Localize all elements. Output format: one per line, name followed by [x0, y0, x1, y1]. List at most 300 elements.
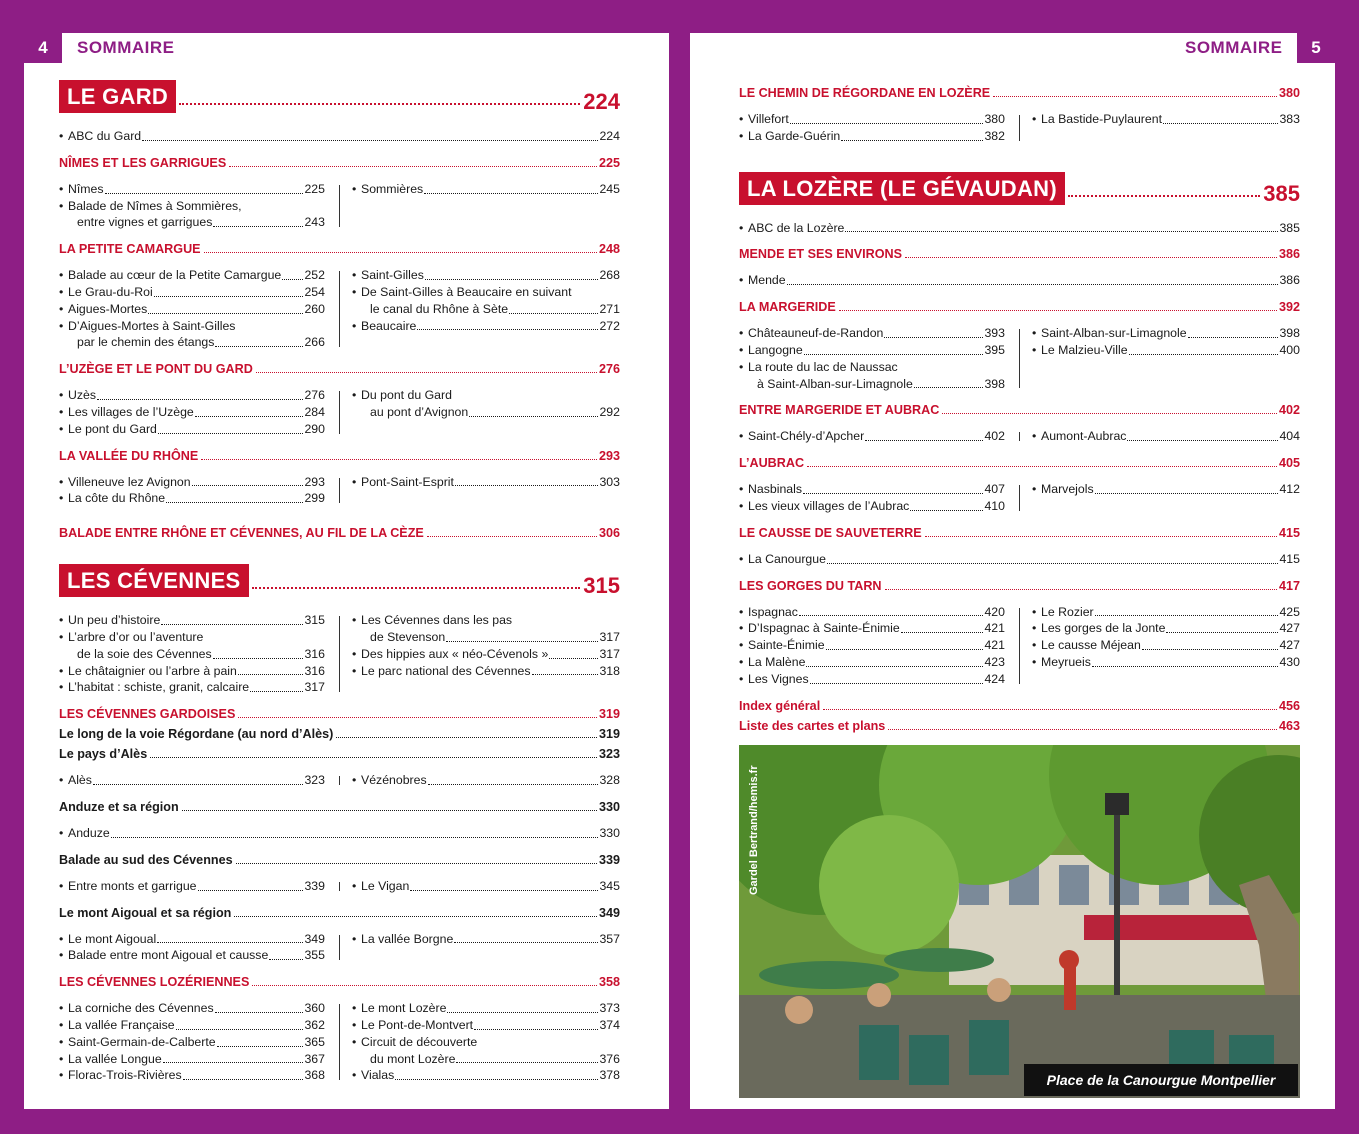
dot-leader	[176, 1029, 304, 1030]
subsection-page: 319	[598, 727, 620, 742]
toc-item[interactable]	[352, 772, 620, 789]
toc-item-page: 425	[1279, 604, 1300, 619]
dot-leader	[395, 1079, 598, 1080]
dot-leader	[93, 784, 304, 785]
toc-item[interactable]	[1032, 620, 1300, 637]
toc-item-title: Nasbinals	[748, 482, 802, 497]
toc-item[interactable]	[59, 128, 620, 145]
bullet: •	[739, 273, 744, 288]
toc-item-title: du mont Lozère	[370, 1051, 456, 1066]
bullet: •	[59, 181, 64, 196]
toc-item-page: 303	[599, 474, 620, 489]
toc-item[interactable]	[59, 679, 325, 696]
subsection-heading[interactable]	[59, 800, 620, 814]
toc-item-page: 421	[984, 638, 1005, 653]
bullet: •	[739, 671, 744, 686]
toc-item-title: Mende	[748, 273, 786, 288]
subsection-heading[interactable]	[59, 727, 620, 741]
section-title: BALADE ENTRE RHÔNE ET CÉVENNES, AU FIL DE LA CÈZE	[59, 526, 424, 541]
toc-item[interactable]	[352, 404, 620, 421]
column-divider	[1019, 432, 1020, 441]
toc-item[interactable]	[59, 198, 325, 215]
toc-item-title: Florac-Trois-Rivières	[68, 1068, 182, 1083]
dot-leader	[150, 757, 597, 758]
toc-list-column-2	[352, 878, 620, 895]
toc-item[interactable]	[59, 334, 325, 351]
toc-item-page: 427	[1279, 621, 1300, 636]
toc-list-column-2	[352, 267, 620, 351]
dot-leader	[884, 337, 983, 338]
toc-item[interactable]	[59, 646, 325, 663]
section-page: 248	[598, 242, 620, 257]
toc-item-page: 407	[984, 482, 1005, 497]
toc-item-title: Un peu d’histoire	[68, 613, 161, 628]
dot-leader	[427, 536, 597, 537]
toc-item[interactable]	[1032, 342, 1300, 359]
toc-item[interactable]	[59, 772, 325, 789]
toc-item-page: 423	[984, 654, 1005, 669]
bullet: •	[59, 948, 64, 963]
toc-item[interactable]	[352, 931, 620, 948]
bullet: •	[59, 1068, 64, 1083]
toc-item[interactable]	[352, 181, 620, 198]
toc-item-page: 402	[984, 429, 1005, 444]
subsection-page: 349	[598, 905, 620, 920]
column-divider	[1019, 115, 1020, 141]
toc-item-title: Les villages de l’Uzège	[68, 404, 194, 419]
toc-item[interactable]	[59, 1051, 325, 1068]
toc-list-column-1	[739, 325, 1005, 392]
dot-leader	[509, 313, 598, 314]
toc-list-column-2	[352, 772, 620, 789]
toc-item-page: 316	[304, 646, 325, 661]
toc-item[interactable]	[739, 620, 1005, 637]
toc-item[interactable]	[1032, 604, 1300, 621]
toc-item[interactable]	[739, 325, 1005, 342]
toc-item[interactable]	[59, 318, 325, 335]
bullet: •	[1032, 604, 1037, 619]
toc-item[interactable]	[352, 1000, 620, 1017]
toc-item-title: Balade de Nîmes à Sommières,	[68, 198, 242, 213]
toc-item-page: 225	[304, 181, 325, 196]
toc-item-list	[739, 546, 1300, 573]
chapter-heading[interactable]	[59, 80, 620, 113]
dot-leader	[910, 510, 983, 511]
bullet: •	[739, 429, 744, 444]
subsection-title: Balade au sud des Cévennes	[59, 852, 233, 867]
toc-item-page: 380	[984, 112, 1005, 126]
toc-item[interactable]	[739, 272, 1300, 289]
chapter-title: LA LOZÈRE (LE GÉVAUDAN)	[739, 172, 1065, 205]
toc-item-title: La vallée Française	[68, 1017, 175, 1032]
bullet: •	[739, 654, 744, 669]
right-page-header: SOMMAIRE	[1185, 38, 1283, 57]
toc-item-list-two-columns	[59, 469, 620, 513]
toc-item[interactable]	[59, 474, 325, 491]
dot-leader	[446, 641, 598, 642]
toc-item[interactable]	[739, 359, 1005, 376]
bullet: •	[352, 1001, 357, 1016]
subsection-heading[interactable]	[59, 747, 620, 761]
toc-item-title: La Canourgue	[748, 551, 826, 566]
toc-item-page: 404	[1279, 429, 1300, 444]
section-heading[interactable]	[59, 242, 620, 256]
toc-item-page: 345	[599, 878, 620, 893]
toc-item-title: L’arbre d’or ou l’aventure	[68, 629, 204, 644]
toc-item[interactable]	[59, 181, 325, 198]
bullet: •	[59, 613, 64, 628]
section-heading[interactable]	[59, 156, 620, 170]
toc-item-title: L’habitat : schiste, granit, calcaire	[68, 680, 250, 695]
toc-item-page: 293	[304, 474, 325, 489]
toc-item-page: 382	[984, 128, 1005, 143]
bullet: •	[352, 1068, 357, 1083]
toc-item[interactable]	[59, 1017, 325, 1034]
toc-item[interactable]	[1032, 637, 1300, 654]
dot-leader	[250, 691, 303, 692]
section-heading[interactable]	[739, 699, 1300, 713]
bullet: •	[352, 284, 357, 299]
subsection-heading[interactable]	[59, 853, 620, 867]
chapter-page: 315	[583, 573, 620, 599]
column-divider	[1019, 329, 1020, 388]
dot-leader	[790, 123, 984, 124]
dot-leader	[161, 624, 303, 625]
section-heading[interactable]	[59, 449, 620, 463]
toc-item-title: Aumont-Aubrac	[1041, 429, 1127, 444]
toc-item[interactable]	[352, 267, 620, 284]
section-title: NÎMES ET LES GARRIGUES	[59, 155, 227, 170]
chapter-heading[interactable]	[59, 564, 620, 597]
toc-item-page: 266	[304, 335, 325, 350]
toc-item-list-two-columns	[739, 320, 1300, 397]
dot-leader	[256, 372, 597, 373]
toc-item-list-two-columns	[739, 106, 1300, 150]
toc-item[interactable]	[59, 825, 620, 842]
toc-item-title: Nîmes	[68, 181, 104, 196]
toc-item-title: le canal du Rhône à Sète	[370, 301, 509, 316]
section-heading[interactable]	[59, 707, 620, 721]
toc-item[interactable]	[59, 947, 325, 964]
toc-item[interactable]	[352, 646, 620, 663]
bullet: •	[739, 604, 744, 619]
subsection-page: 339	[598, 852, 620, 867]
bullet: •	[1032, 326, 1037, 341]
toc-list-column-2	[1032, 428, 1300, 445]
toc-item[interactable]	[352, 284, 620, 301]
left-page-number: 4	[24, 33, 62, 63]
bullet: •	[59, 421, 64, 436]
dot-leader	[914, 387, 984, 388]
toc-item[interactable]	[352, 318, 620, 335]
section-title: ENTRE MARGERIDE ET AUBRAC	[739, 403, 940, 418]
bullet: •	[59, 268, 64, 283]
bullet: •	[352, 773, 357, 788]
section-heading[interactable]	[739, 456, 1300, 470]
toc-item[interactable]	[739, 637, 1005, 654]
toc-item[interactable]	[1032, 111, 1300, 128]
toc-item-title: au pont d’Avignon	[370, 404, 469, 419]
toc-item-list-two-columns	[739, 599, 1300, 693]
dot-leader	[469, 416, 598, 417]
toc-item[interactable]	[352, 612, 620, 629]
subsection-page: 330	[598, 799, 620, 814]
toc-item-page: 424	[984, 671, 1005, 686]
toc-item[interactable]	[59, 214, 325, 231]
chapter-page: 385	[1263, 180, 1300, 206]
toc-item[interactable]	[352, 878, 620, 895]
toc-item-title: La route du lac de Naussac	[748, 359, 898, 374]
toc-item[interactable]	[59, 663, 325, 680]
section-heading[interactable]	[739, 526, 1300, 540]
toc-item[interactable]	[739, 342, 1005, 359]
toc-list-column-1	[59, 878, 325, 895]
toc-item[interactable]	[352, 629, 620, 646]
toc-item[interactable]	[1032, 481, 1300, 498]
dot-leader	[428, 784, 599, 785]
toc-item-title: Vialas	[361, 1068, 395, 1083]
toc-item-list	[59, 820, 620, 847]
toc-item[interactable]	[59, 612, 325, 629]
subsection-page: 323	[598, 747, 620, 762]
section-page: 319	[598, 707, 620, 722]
toc-item-title: Le Grau-du-Roi	[68, 284, 153, 299]
toc-item[interactable]	[59, 931, 325, 948]
bullet: •	[59, 825, 64, 840]
toc-item[interactable]	[352, 1067, 620, 1084]
bullet: •	[1032, 342, 1037, 357]
dot-leader	[425, 279, 599, 280]
column-divider	[1019, 608, 1020, 684]
chapter-heading[interactable]	[739, 172, 1300, 205]
dot-leader	[213, 226, 303, 227]
dot-leader	[865, 440, 983, 441]
bullet: •	[59, 878, 64, 893]
section-heading[interactable]	[739, 86, 1300, 100]
dot-leader	[804, 354, 984, 355]
section-heading[interactable]	[59, 975, 620, 989]
dot-leader	[806, 666, 983, 667]
section-page: 402	[1278, 403, 1300, 418]
toc-item[interactable]	[739, 376, 1005, 393]
toc-item-title: La Bastide-Puylaurent	[1041, 112, 1162, 126]
toc-item[interactable]	[739, 220, 1300, 237]
toc-item-page: 245	[599, 181, 620, 196]
column-divider	[339, 776, 340, 785]
toc-list-column-2	[1032, 325, 1300, 392]
right-toc-column	[739, 80, 1300, 739]
toc-item-title: Les Vignes	[748, 671, 809, 686]
toc-item-page: 421	[984, 621, 1005, 636]
toc-item-page: 315	[304, 613, 325, 628]
toc-item[interactable]	[352, 387, 620, 404]
toc-list-column-1	[59, 387, 325, 437]
toc-list-column-2	[1032, 604, 1300, 688]
toc-item[interactable]	[59, 1067, 325, 1084]
toc-item[interactable]	[59, 421, 325, 438]
dot-leader	[454, 942, 598, 943]
toc-item[interactable]	[59, 1000, 325, 1017]
left-toc-column	[59, 80, 620, 1089]
bullet: •	[352, 931, 357, 946]
toc-item-title: Anduze	[68, 825, 110, 840]
section-heading[interactable]	[59, 526, 620, 540]
toc-list-column-1	[59, 612, 325, 696]
toc-item[interactable]	[739, 481, 1005, 498]
toc-item-page: 323	[304, 773, 325, 788]
dot-leader	[183, 1079, 304, 1080]
toc-item[interactable]	[739, 654, 1005, 671]
section-heading[interactable]	[739, 403, 1300, 417]
subsection-title: Anduze et sa région	[59, 799, 179, 814]
toc-item-page: 400	[1279, 342, 1300, 357]
dot-leader	[179, 103, 580, 105]
toc-item-title: Des hippies aux « néo-Cévenols »	[361, 646, 549, 661]
toc-item-title: Le causse Méjean	[1041, 638, 1141, 653]
section-page: 293	[598, 448, 620, 463]
section-title: LE CAUSSE DE SAUVETERRE	[739, 525, 922, 540]
bullet: •	[59, 198, 64, 213]
dot-leader	[142, 140, 598, 141]
toc-list-column-1	[59, 474, 325, 508]
subsection-heading[interactable]	[59, 906, 620, 920]
toc-item-page: 339	[304, 878, 325, 893]
section-title: Liste des cartes et plans	[739, 718, 886, 733]
dot-leader	[157, 942, 303, 943]
bullet: •	[352, 1017, 357, 1032]
toc-item[interactable]	[352, 301, 620, 318]
toc-item-title: Villefort	[748, 112, 789, 126]
subsection-title: Le long de la voie Régordane (au nord d’Alès)	[59, 727, 334, 742]
toc-list-column-2	[352, 1000, 620, 1084]
toc-item[interactable]	[352, 1017, 620, 1034]
bullet: •	[59, 491, 64, 506]
section-heading[interactable]	[59, 362, 620, 376]
dot-leader	[447, 1012, 598, 1013]
toc-item[interactable]	[352, 474, 620, 491]
toc-item[interactable]	[59, 387, 325, 404]
column-divider	[339, 271, 340, 347]
toc-item-page: 260	[304, 301, 325, 316]
toc-item[interactable]	[59, 301, 325, 318]
section-heading[interactable]	[739, 247, 1300, 261]
dot-leader	[182, 810, 597, 811]
column-divider	[339, 882, 340, 891]
dot-leader	[198, 890, 304, 891]
bullet: •	[59, 284, 64, 299]
column-divider	[339, 935, 340, 961]
dot-leader	[236, 863, 597, 864]
dot-leader	[885, 589, 1277, 590]
dot-leader	[217, 1046, 304, 1047]
bullet: •	[59, 388, 64, 403]
section-page: 358	[598, 975, 620, 990]
toc-item[interactable]	[59, 404, 325, 421]
toc-item-list-two-columns	[59, 607, 620, 701]
dot-leader	[1127, 440, 1278, 441]
dot-leader	[456, 1062, 598, 1063]
toc-item-title: La vallée Borgne	[361, 931, 454, 946]
toc-item[interactable]	[739, 111, 1005, 128]
toc-item-page: 271	[599, 301, 620, 316]
dot-leader	[1068, 195, 1260, 197]
toc-item-list-two-columns	[59, 382, 620, 442]
toc-item[interactable]	[352, 663, 620, 680]
toc-list-column-1	[59, 931, 325, 965]
section-title: LA VALLÉE DU RHÔNE	[59, 448, 199, 463]
toc-item[interactable]	[739, 671, 1005, 688]
toc-item[interactable]	[59, 284, 325, 301]
toc-item-title: D’Aigues-Mortes à Saint-Gilles	[68, 318, 236, 333]
dot-leader	[803, 493, 983, 494]
toc-item-title: Le parc national des Cévennes	[361, 663, 531, 678]
toc-item[interactable]	[739, 551, 1300, 568]
toc-item[interactable]	[352, 1034, 620, 1051]
dot-leader	[942, 413, 1277, 414]
toc-item-title: Vézénobres	[361, 773, 427, 788]
toc-item-title: Entre monts et garrigue	[68, 878, 197, 893]
toc-item-title: D’Ispagnac à Sainte-Énimie	[748, 621, 900, 636]
toc-item-page: 290	[304, 421, 325, 436]
toc-item[interactable]	[1032, 428, 1300, 445]
dot-leader	[252, 985, 597, 986]
toc-item-title: Saint-Gilles	[361, 268, 424, 283]
toc-item-title: Alès	[68, 773, 92, 788]
bullet: •	[352, 181, 357, 196]
toc-item[interactable]	[59, 490, 325, 507]
toc-item[interactable]	[739, 428, 1005, 445]
section-heading[interactable]	[739, 300, 1300, 314]
toc-item-page: 395	[984, 342, 1005, 357]
toc-item[interactable]	[739, 604, 1005, 621]
toc-item[interactable]	[1032, 654, 1300, 671]
toc-item-page: 376	[599, 1051, 620, 1066]
chapter-title: LE GARD	[59, 80, 176, 113]
dot-leader	[213, 658, 304, 659]
toc-item[interactable]	[739, 128, 1005, 145]
toc-item-title: de la soie des Cévennes	[77, 646, 212, 661]
toc-item[interactable]	[1032, 325, 1300, 342]
bullet: •	[352, 388, 357, 403]
dot-leader	[905, 257, 1277, 258]
toc-item[interactable]	[59, 629, 325, 646]
toc-item-page: 373	[599, 1001, 620, 1016]
toc-item[interactable]	[59, 1034, 325, 1051]
toc-item-title: ABC du Gard	[68, 129, 142, 143]
toc-item-title: Le mont Lozère	[361, 1001, 447, 1016]
dot-leader	[474, 1029, 598, 1030]
bullet: •	[352, 268, 357, 283]
bullet: •	[1032, 638, 1037, 653]
bullet: •	[739, 112, 744, 126]
toc-item-page: 430	[1279, 654, 1300, 669]
toc-item-title: La Garde-Guérin	[748, 128, 841, 143]
toc-item[interactable]	[59, 878, 325, 895]
dot-leader	[201, 459, 597, 460]
dot-leader	[532, 674, 599, 675]
toc-item-page: 349	[304, 931, 325, 946]
toc-item-page: 355	[304, 948, 325, 963]
toc-item[interactable]	[739, 498, 1005, 515]
toc-item-page: 360	[304, 1001, 325, 1016]
toc-item-list-two-columns	[59, 926, 620, 970]
toc-item[interactable]	[352, 1051, 620, 1068]
dot-leader	[925, 536, 1277, 537]
section-heading[interactable]	[739, 719, 1300, 733]
toc-item[interactable]	[59, 267, 325, 284]
bullet: •	[59, 1051, 64, 1066]
section-heading[interactable]	[739, 579, 1300, 593]
